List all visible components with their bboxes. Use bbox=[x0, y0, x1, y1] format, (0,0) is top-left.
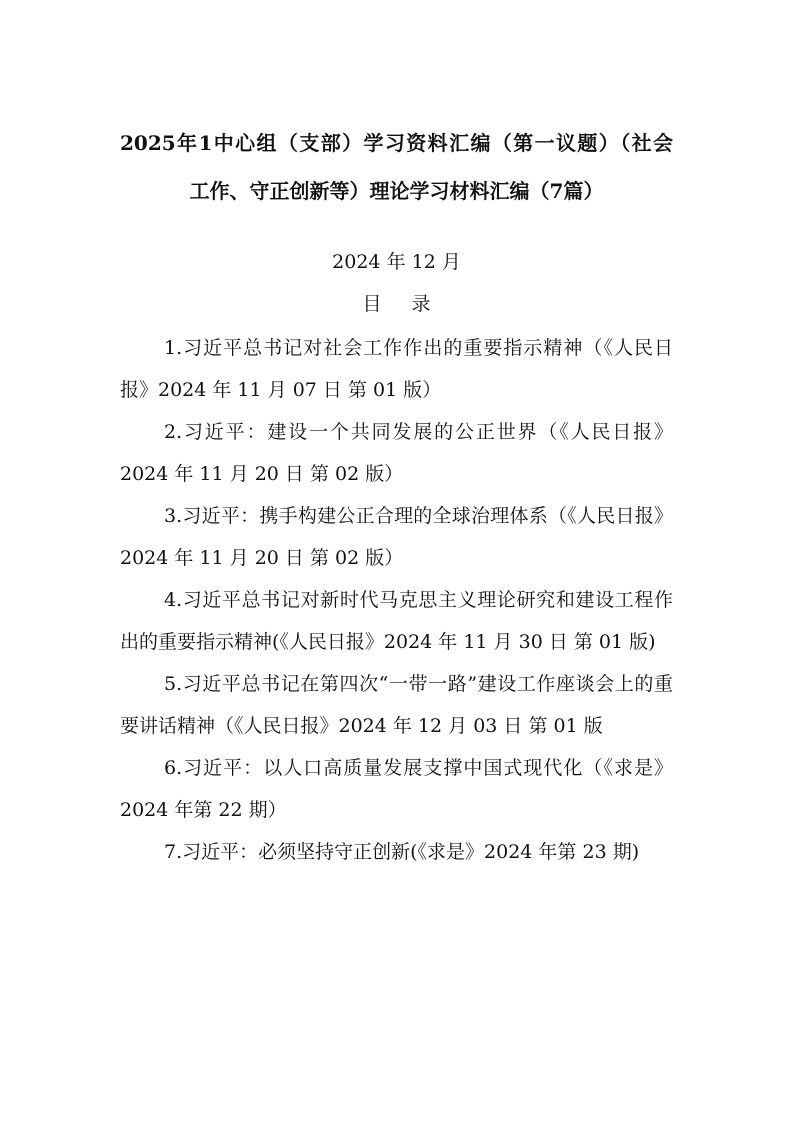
toc-heading: 目录 bbox=[362, 293, 461, 315]
toc-item-1: 1.习近平总书记对社会工作作出的重要指示精神（《人民日报》2024 年 11 月 07 日 第 01 版） bbox=[120, 337, 673, 401]
toc-item-2: 2.习近平：建设一个共同发展的公正世界（《人民日报》2024 年 11 月 20 日 第 02 版） bbox=[120, 421, 673, 485]
document-title-line-1: 2025年1中心组（支部）学习资料汇编（第一议题）（社会 bbox=[120, 131, 673, 155]
toc-item-7: 7.习近平：必须坚持守正创新(《求是》2024 年第 23 期) bbox=[164, 841, 640, 863]
document-title-line-2: 工作、守正创新等）理论学习材料汇编（7篇） bbox=[189, 179, 604, 203]
toc-item-6: 6.习近平：以人口高质量发展支撑中国式现代化（《求是》2024 年第 22 期） bbox=[120, 757, 673, 821]
toc-item-5: 5.习近平总书记在第四次“一带一路”建设工作座谈会上的重要讲话精神（《人民日报》2024 年 12 月 03 日 第 01 版 bbox=[120, 673, 673, 737]
toc-item-3: 3.习近平：携手构建公正合理的全球治理体系（《人民日报》2024 年 11 月 20 日 第 02 版） bbox=[120, 505, 673, 569]
toc-item-4: 4.习近平总书记对新时代马克思主义理论研究和建设工程作出的重要指示精神(《人民日报》2024 年 11 月 30 日 第 01 版) bbox=[120, 589, 673, 653]
table-of-contents bbox=[120, 327, 673, 873]
document-date: 2024 年 12 月 bbox=[332, 251, 461, 273]
